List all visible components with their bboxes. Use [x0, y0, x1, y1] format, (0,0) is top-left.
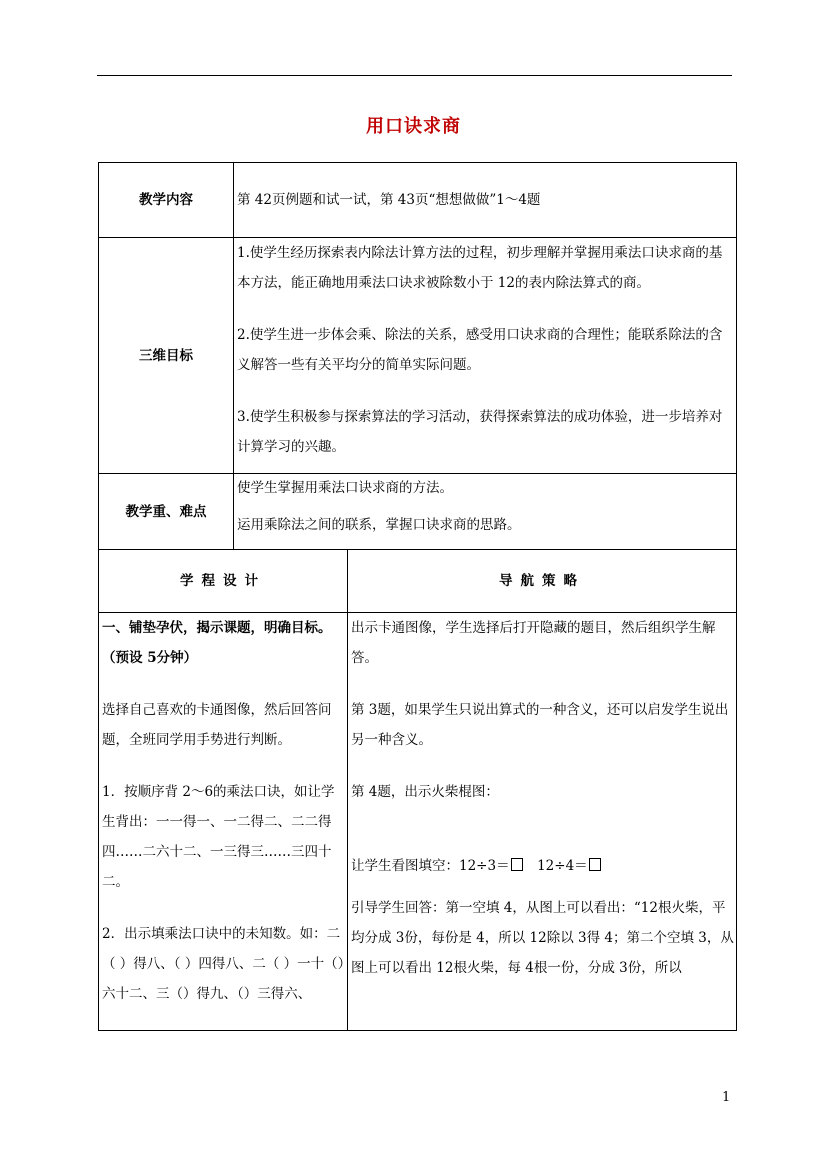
strategy-p5: 引导学生回答：第一空填 4，从图上可以看出：“12根火柴，平均分成 3份，每份是 4，所以 12除以 3得 4；第二个空填 3，从图上可以看出 12根火柴，每 4根一份，分成 3份，所以 [351, 900, 734, 976]
strategy-cell [348, 613, 737, 1031]
lesson-plan-table [98, 162, 737, 1031]
design-header: 学程设计 [99, 550, 348, 613]
page-number: 1 [722, 1090, 731, 1105]
fill-blank-1-text: 让学生看图填空：12÷3＝ [351, 858, 510, 874]
blank-box [511, 858, 523, 871]
goal-item: 3.使学生积极参与探索算法的学习活动，获得探索算法的成功体验，进一步培养对计算学习的兴趣。 [237, 409, 723, 455]
fill-blank-2-text: 12÷4＝ [523, 858, 588, 874]
key-points-cell [234, 474, 737, 550]
page-title: 用口诀求商 [366, 116, 461, 137]
header-rule [97, 75, 732, 76]
content-text [234, 163, 737, 238]
key-points-label: 教学重、难点 [99, 474, 234, 550]
section-time: （预设 5分钟） [102, 650, 198, 666]
goals-label: 三维目标 [99, 238, 234, 474]
goals-cell [234, 238, 737, 474]
blank-box [589, 858, 601, 871]
strategy-header: 导航策略 [348, 550, 737, 613]
design-intro: 选择自己喜欢的卡通图像，然后回答问题，全班同学用手势进行判断。 [102, 702, 332, 748]
content-value: 第 42页例题和试一试，第 43页“想想做做”1～4题 [237, 192, 541, 208]
goal-item: 1.使学生经历探索表内除法计算方法的过程，初步理解并掌握用乘法口诀求商的基本方法，能正确地用乘法口诀求被除数小于 12的表内除法算式的商。 [237, 245, 723, 291]
design-item-2: 2．出示填乘法口诀中的未知数。如：二（ ）得八、（ ）四得八、二（ ）一十（）六十二、三（）得九、（）三得六、 [102, 926, 345, 1002]
design-item-1: 1．按顺序背 2～6的乘法口诀，如让学生背出：一一得一、一二得二、二二得四……二六十二、一三得三……三四十二。 [102, 784, 335, 890]
content-label: 教学内容 [99, 163, 234, 238]
goal-item: 2.使学生进一步体会乘、除法的关系，感受用口诀求商的合理性；能联系除法的含义解答一些有关平均分的简单实际问题。 [237, 327, 723, 373]
strategy-p2: 第 3题，如果学生只说出算式的一种含义，还可以启发学生说出另一种含义。 [351, 702, 729, 748]
key-point: 运用乘除法之间的联系，掌握口诀求商的思路。 [237, 517, 521, 533]
strategy-p4 [351, 851, 734, 881]
section-title: 一、铺垫孕伏，揭示课题，明确目标。 [102, 620, 332, 636]
strategy-p3: 第 4题，出示火柴棍图： [351, 784, 499, 800]
matchstick-figure-placeholder [351, 807, 734, 851]
strategy-p1: 出示卡通图像，学生选择后打开隐藏的题目，然后组织学生解答。 [351, 620, 716, 666]
design-cell [99, 613, 348, 1031]
key-point: 使学生掌握用乘法口诀求商的方法。 [237, 480, 453, 496]
